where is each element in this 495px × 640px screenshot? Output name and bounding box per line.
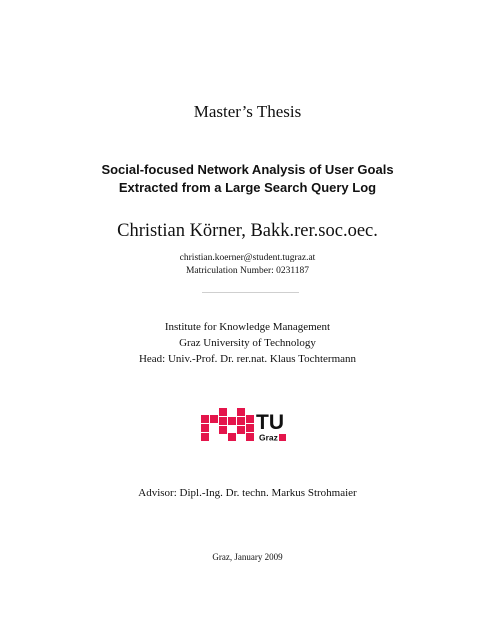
thesis-title-line-1: Social-focused Network Analysis of User Goals	[101, 162, 394, 177]
author-email: christian.koerner@student.tugraz.at	[179, 253, 316, 263]
logo-city: Graz	[259, 432, 278, 442]
university-name: Graz University of Technology	[179, 337, 316, 349]
logo-wordmark: TU	[256, 411, 284, 434]
tu-graz-logo	[201, 408, 291, 442]
document-type: Master’s Thesis	[193, 102, 302, 121]
place-and-date: Graz, January 2009	[212, 552, 283, 562]
matriculation-number: Matriculation Number: 0231187	[185, 266, 310, 276]
institute-head: Head: Univ.-Prof. Dr. rer.nat. Klaus Tochtermann	[138, 353, 357, 365]
thesis-title	[0, 161, 495, 197]
divider-line	[202, 292, 299, 293]
institute-name: Institute for Knowledge Management	[164, 321, 331, 333]
author-name: Christian Körner, Bakk.rer.soc.oec.	[117, 221, 378, 241]
thesis-title-line-2: Extracted from a Large Search Query Log	[118, 180, 377, 195]
advisor: Advisor: Dipl.-Ing. Dr. techn. Markus Strohmaier	[138, 487, 357, 499]
